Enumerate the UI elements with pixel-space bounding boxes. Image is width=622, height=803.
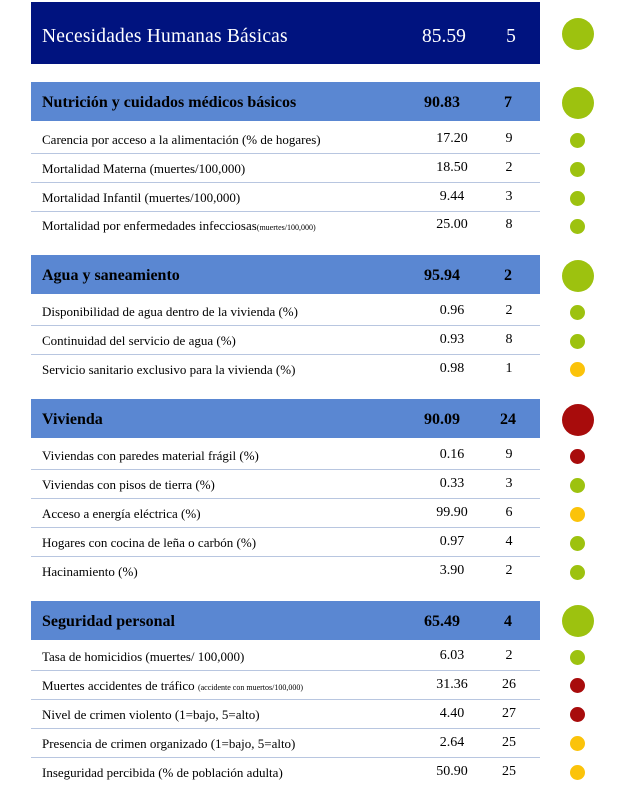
row-rank: 8 [505,217,513,232]
row-label: Viviendas con paredes material frágil (%) [42,448,259,463]
row-rank: 27 [502,706,516,721]
row-rank: 1 [505,361,513,376]
table-row [31,358,540,382]
row-rank: 2 [505,303,513,318]
section-status-dot [562,404,594,436]
row-score: 3.90 [439,563,465,578]
row-divider [31,670,540,671]
row-label: Viviendas con pisos de tierra (%) [42,477,215,492]
table-row [31,703,540,727]
row-rank: 25 [502,764,516,779]
row-score: 18.50 [436,160,468,175]
row-divider [31,354,540,355]
row-score: 0.96 [439,303,465,318]
row-label: Servicio sanitario exclusivo para la vivienda (%) [42,362,296,377]
row-status-dot [570,650,585,665]
section-title: Nutrición y cuidados médicos básicos [42,94,297,111]
section-status-dot [562,605,594,637]
row-rank: 2 [505,160,513,175]
row-divider [31,498,540,499]
row-rank: 3 [505,476,513,491]
row-score: 50.90 [436,764,468,779]
row-label: Disponibilidad de agua dentro de la vivienda (%) [42,304,298,319]
row-divider [31,182,540,183]
row-divider [31,527,540,528]
row-status-dot [570,133,585,148]
row-score: 99.90 [436,505,468,520]
row-label: Hacinamiento (%) [42,564,138,579]
row-label: Presencia de crimen organizado (1=bajo, 5=alto) [42,736,296,751]
table-row [31,645,540,669]
table-row [31,214,540,238]
row-rank: 3 [505,189,513,204]
section-score: 90.09 [424,411,460,428]
section-status-dot [562,260,594,292]
main-score: 85.59 [422,26,466,47]
row-score: 2.64 [439,735,465,750]
row-status-dot [570,449,585,464]
row-label: Mortalidad Materna (muertes/100,000) [42,161,246,176]
section-header [31,601,540,640]
row-score: 0.16 [439,447,465,462]
row-score: 0.98 [439,361,465,376]
table-row [31,128,540,152]
table-row [31,761,540,785]
table-row [31,502,540,526]
section-title: Seguridad personal [42,613,175,630]
row-label: Acceso a energía eléctrica (%) [42,506,201,521]
table-row [31,732,540,756]
row-rank: 2 [505,563,513,578]
row-label: Continuidad del servicio de agua (%) [42,333,236,348]
main-header [31,2,540,64]
table-row [31,473,540,497]
table-row [31,560,540,584]
row-label: Nivel de crimen violento (1=bajo, 5=alto) [42,707,260,722]
row-divider [31,325,540,326]
row-divider [31,699,540,700]
row-divider [31,469,540,470]
table-row [31,300,540,324]
row-status-dot [570,536,585,551]
row-score: 0.93 [439,332,465,347]
row-divider [31,757,540,758]
row-status-dot [570,507,585,522]
row-status-dot [570,736,585,751]
row-status-dot [570,162,585,177]
row-rank: 2 [505,648,513,663]
row-rank: 9 [505,447,513,462]
row-label: Carencia por acceso a la alimentación (% de hogares) [42,132,321,147]
row-status-dot [570,565,585,580]
section-header [31,82,540,121]
section-score: 90.83 [424,94,460,111]
row-label: Inseguridad percibida (% de población adulta) [42,765,283,780]
table-row [31,531,540,555]
section-status-dot [562,87,594,119]
row-label: Tasa de homicidios (muertes/ 100,000) [42,649,245,664]
section-title: Agua y saneamiento [42,267,180,284]
row-score: 25.00 [436,217,468,232]
main-status-dot [562,18,594,50]
row-score: 6.03 [439,648,465,663]
row-score: 31.36 [436,677,468,692]
main-rank: 5 [506,26,516,47]
row-score: 17.20 [436,131,468,146]
row-rank: 25 [502,735,516,750]
section-header [31,399,540,438]
row-rank: 26 [502,677,516,692]
row-score: 4.40 [439,706,465,721]
row-rank: 4 [505,534,513,549]
row-status-dot [570,219,585,234]
section-rank: 7 [504,94,512,111]
section-rank: 2 [504,267,512,284]
row-divider [31,153,540,154]
table-row [31,444,540,468]
table-row [31,674,540,698]
section-header [31,255,540,294]
row-label: Muertes accidentes de tráfico (accidente con muertos/100,000) [42,678,304,693]
row-rank: 8 [505,332,513,347]
section-title: Vivienda [42,411,103,428]
row-status-dot [570,191,585,206]
row-divider [31,211,540,212]
row-status-dot [570,362,585,377]
section-score: 65.49 [424,613,460,630]
table-row [31,329,540,353]
row-rank: 9 [505,131,513,146]
row-status-dot [570,305,585,320]
table-row [31,186,540,210]
row-divider [31,728,540,729]
row-status-dot [570,707,585,722]
row-label: Hogares con cocina de leña o carbón (%) [42,535,257,550]
main-title: Necesidades Humanas Básicas [42,26,288,47]
row-status-dot [570,334,585,349]
row-status-dot [570,478,585,493]
row-score: 9.44 [439,189,465,204]
row-label: Mortalidad por enfermedades infecciosas(muertes/100,000) [42,218,316,233]
section-rank: 24 [500,411,516,428]
section-score: 95.94 [424,267,460,284]
row-status-dot [570,765,585,780]
row-label: Mortalidad Infantil (muertes/100,000) [42,190,241,205]
table-row [31,157,540,181]
row-status-dot [570,678,585,693]
section-rank: 4 [504,613,512,630]
row-divider [31,556,540,557]
row-rank: 6 [505,505,513,520]
row-score: 0.33 [439,476,465,491]
row-score: 0.97 [439,534,465,549]
